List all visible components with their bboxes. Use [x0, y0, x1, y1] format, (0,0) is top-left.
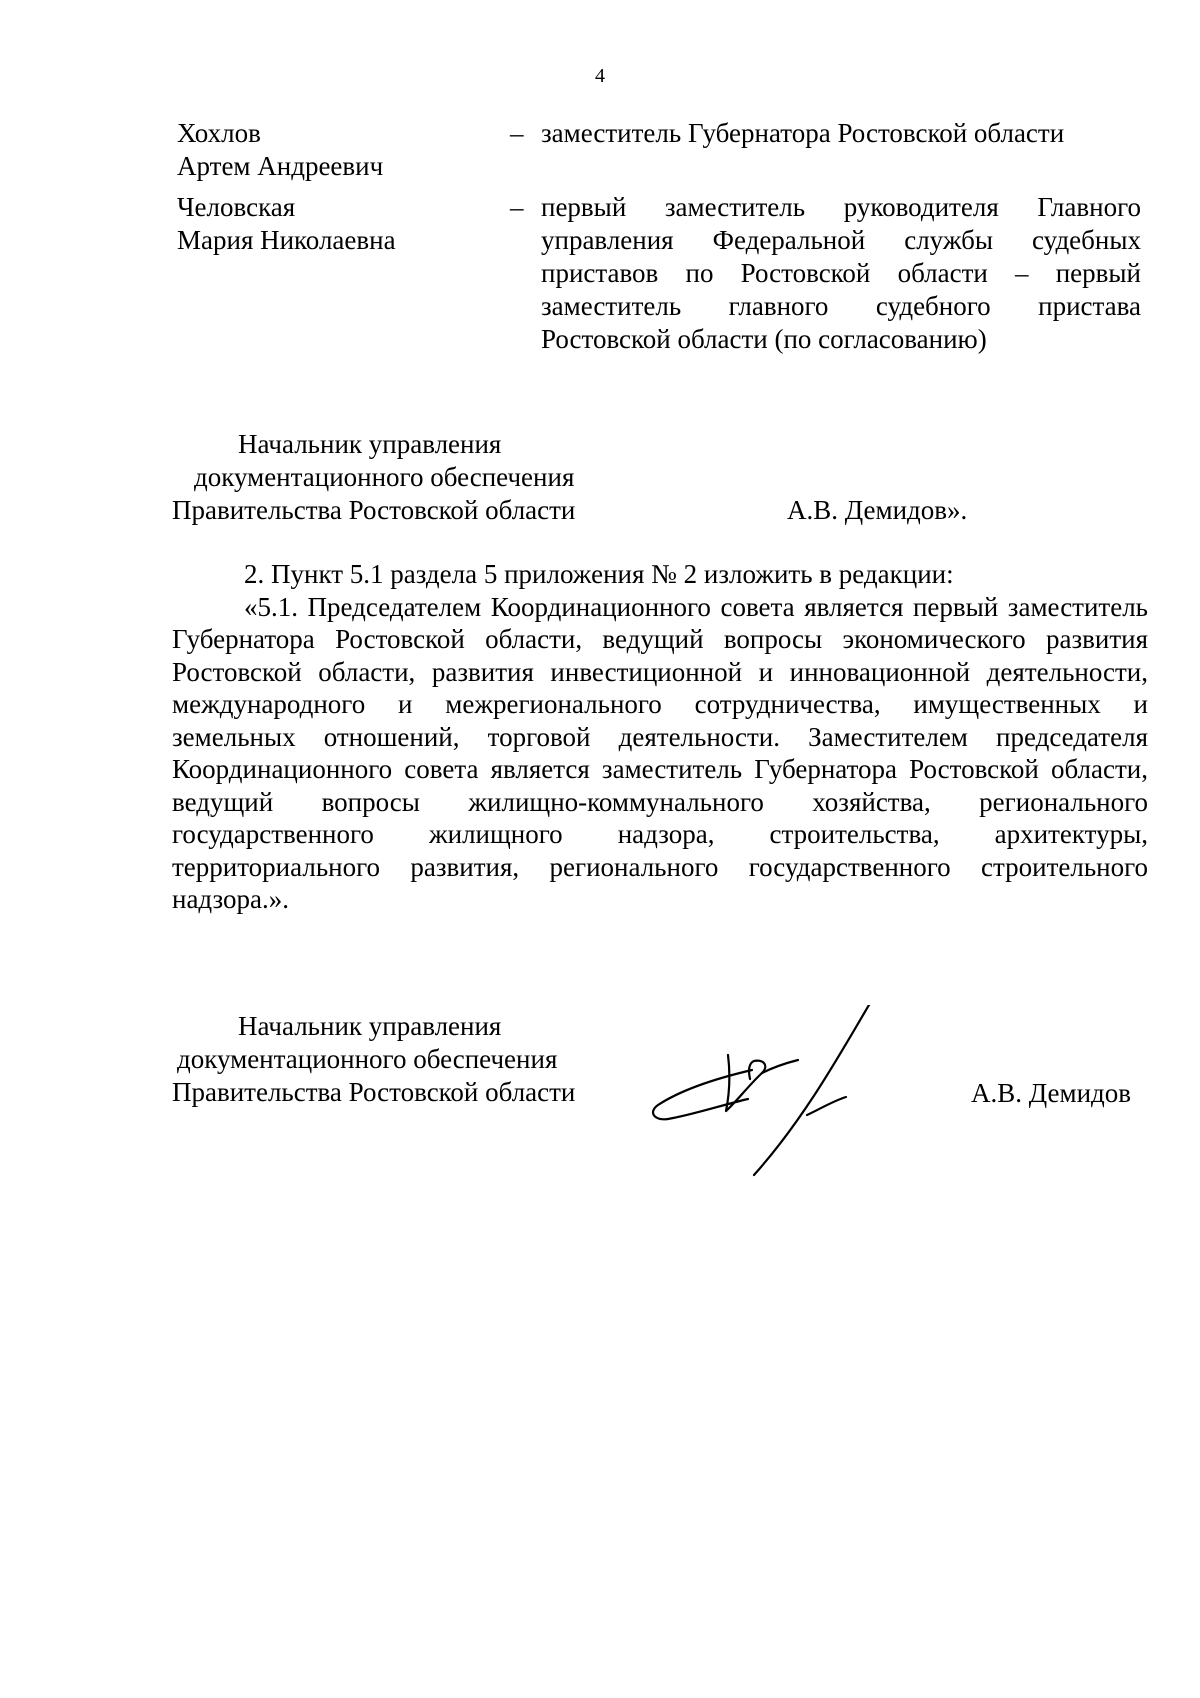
member-name: [177, 117, 477, 183]
signature-title-line: Правительства Ростовской области: [172, 1077, 576, 1107]
first-signature-title: [172, 428, 575, 527]
page-number: 4: [595, 65, 605, 87]
first-signature-name: А.В. Демидов».: [787, 495, 968, 525]
member-dash: –: [510, 118, 524, 148]
member-dash: –: [510, 192, 524, 222]
member-name: [177, 191, 477, 257]
handwritten-signature: [650, 1005, 950, 1185]
signature-title-line: документационного обеспечения: [177, 1044, 558, 1074]
member-position: первый заместитель руководителя Главного управления Федеральной службы судебных приставов по Ростовской области – первый заместитель главного судебного пристава Ростовской области (по согласованию): [541, 192, 1141, 354]
final-signature-name: А.В. Демидов: [971, 1078, 1132, 1108]
member-surname: Хохлов: [177, 118, 261, 148]
signature-title-line: Правительства Ростовской области: [172, 495, 576, 525]
member-entry-khokhlov: [177, 117, 1142, 187]
member-position: заместитель Губернатора Ростовской области: [541, 118, 1065, 148]
member-surname: Человская: [177, 192, 296, 222]
signature-title-line: Начальник управления: [238, 429, 502, 459]
signature-title-line: документационного обеспечения: [194, 462, 575, 492]
member-given-names: Артем Андреевич: [177, 151, 384, 181]
member-given-names: Мария Николаевна: [177, 225, 396, 255]
paragraph-body: «5.1. Председателем Координационного совета является первый заместитель Губернатора Ростовской области, ведущий вопросы экономического развития Ростовской области, развития инвестиционной и инновационной деятельности, международного и межрегионального сотрудничества, имущественных и земельных отношений, торговой деятельности. Заместителем председателя Координационного совета является заместитель Губернатора Ростовской области, ведущий вопросы жилищно-коммунального хозяйства, регионального государственного жилищного надзора, строительства, архитектуры, территориального развития, регионального государственного строительного надзора.».: [172, 591, 1148, 914]
signature-title-line: Начальник управления: [238, 1011, 502, 1041]
final-signature-title: [172, 1010, 575, 1109]
member-entry-chelovskaya: [177, 191, 1142, 361]
paragraph-heading: 2. Пункт 5.1 раздела 5 приложения № 2 изложить в редакции:: [244, 559, 954, 589]
paragraph-2: [172, 558, 1148, 916]
